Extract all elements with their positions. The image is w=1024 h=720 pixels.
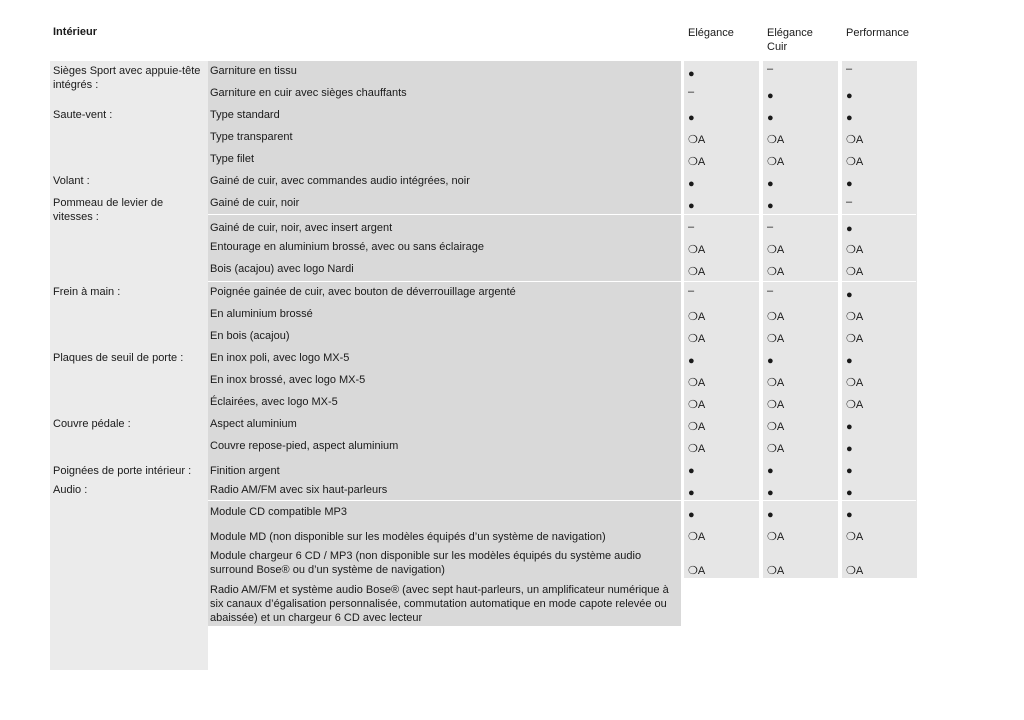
availability-mark: ❍A [688,244,706,256]
availability-mark: ❍A [767,377,785,389]
availability-mark: ❍A [767,134,785,146]
availability-mark: ❍A [767,333,785,345]
availability-mark: ● [767,178,774,190]
availability-mark: ❍A [767,266,785,278]
feature-label: En inox poli, avec logo MX-5 [210,352,350,364]
availability-mark: ● [767,355,774,367]
availability-mark: ● [846,178,853,190]
feature-label: En inox brossé, avec logo MX-5 [210,374,366,386]
availability-mark: ● [846,509,853,521]
column-header-elegance [688,26,734,40]
availability-mark: ● [688,68,695,80]
availability-mark: ❍A [846,266,864,278]
group-divider [208,500,916,501]
availability-mark: ● [846,112,853,124]
category-label: Frein à main : [53,286,121,298]
availability-mark: ❍A [767,156,785,168]
availability-mark: – [846,196,853,208]
availability-mark: ● [767,90,774,102]
category-label: Audio : [53,484,88,496]
feature-label: Radio AM/FM avec six haut-parleurs [210,484,388,496]
availability-mark: ❍A [846,156,864,168]
feature-label: Gainé de cuir, avec commandes audio intégrées, noir [210,175,470,187]
category-label: Saute-vent : [53,109,113,121]
feature-label: Module CD compatible MP3 [210,506,347,518]
availability-mark: ● [688,355,695,367]
feature-label: Aspect aluminium [210,418,297,430]
availability-mark: – [767,63,774,75]
feature-label: Module chargeur 6 CD / MP3 (non disponible sur les modèles équipés du système audio surround Bose® ou d’un système de navigation) [210,550,642,576]
availability-mark: ❍A [767,311,785,323]
availability-mark: ❍A [688,134,706,146]
feature-label: Entourage en aluminium brossé, avec ou sans éclairage [210,241,484,253]
availability-mark: ● [767,112,774,124]
availability-mark: – [688,86,695,98]
availability-mark: ❍A [688,156,706,168]
availability-mark: ● [846,90,853,102]
category-label: Pommeau de levier de vitesses : [53,197,164,223]
availability-mark: ● [767,200,774,212]
availability-mark: ● [767,465,774,477]
column-header-line: Elégance [767,27,813,39]
category-label: Sièges Sport avec appuie-tête intégrés : [53,65,201,91]
availability-mark: ❍A [846,333,864,345]
feature-label: Garniture en cuir avec sièges chauffants [210,87,407,99]
section-title: Intérieur [53,26,98,38]
group-divider [208,281,916,282]
availability-mark: ❍A [767,421,785,433]
availability-mark: ● [846,355,853,367]
availability-mark: ● [688,200,695,212]
availability-mark: ● [846,443,853,455]
availability-mark: ❍A [846,399,864,411]
feature-label: Garniture en tissu [210,65,297,77]
availability-mark: ❍A [767,443,785,455]
feature-label: Finition argent [210,465,280,477]
feature-label: En aluminium brossé [210,308,313,320]
availability-mark: ❍A [688,311,706,323]
feature-label: Type transparent [210,131,293,143]
availability-mark: ● [846,487,853,499]
feature-label: En bois (acajou) [210,330,290,342]
availability-mark: ❍A [767,531,785,543]
category-label: Plaques de seuil de porte : [53,352,184,364]
availability-mark: ❍A [688,377,706,389]
feature-label: Gainé de cuir, noir [210,197,300,209]
availability-mark: – [688,285,695,297]
availability-mark: ❍A [767,565,785,577]
availability-mark: ❍A [846,377,864,389]
feature-label: Radio AM/FM et système audio Bose® (avec sept haut-parleurs, un amplificateur numérique à six canaux d’égalisation personnalisée, commutation automatique en mode capote relevée ou abaissée) et un chargeur 6 CD avec lecteur [210,584,669,624]
feature-label: Type standard [210,109,280,121]
category-label: Poignées de porte intérieur : [53,465,192,477]
availability-mark: ● [688,112,695,124]
availability-mark: ● [846,223,853,235]
availability-mark: ❍A [846,244,864,256]
availability-mark: – [767,221,774,233]
category-label: Couvre pédale : [53,418,131,430]
category-column-background [50,61,208,670]
availability-mark: ❍A [688,443,706,455]
availability-mark: ● [688,465,695,477]
feature-label: Type filet [210,153,255,165]
group-divider [208,214,916,215]
availability-mark: ● [688,487,695,499]
column-header-line: Elégance [688,27,734,39]
feature-label: Couvre repose-pied, aspect aluminium [210,440,399,452]
availability-mark: ● [767,487,774,499]
availability-mark: ❍A [846,531,864,543]
feature-label: Module MD (non disponible sur les modèles équipés d’un système de navigation) [210,531,606,543]
column-header-line: Cuir [767,41,788,53]
availability-mark: ● [767,509,774,521]
column-header-elegance-cuir [767,26,813,54]
availability-mark: ● [846,421,853,433]
availability-mark: ● [846,465,853,477]
availability-mark: ● [688,509,695,521]
availability-mark: ● [688,178,695,190]
availability-mark: – [688,221,695,233]
availability-mark: ❍A [767,244,785,256]
availability-mark: ❍A [688,399,706,411]
availability-mark: ❍A [688,565,706,577]
availability-mark: ❍A [688,333,706,345]
availability-mark: ❍A [846,311,864,323]
availability-mark: ❍A [688,421,706,433]
availability-mark: ❍A [688,266,706,278]
feature-label: Poignée gainée de cuir, avec bouton de déverrouillage argenté [210,286,516,298]
availability-mark: ❍A [688,531,706,543]
column-header-line: Performance [846,27,909,39]
availability-mark: ❍A [767,399,785,411]
category-label: Volant : [53,175,90,187]
feature-label: Gainé de cuir, noir, avec insert argent [210,222,393,234]
availability-mark: ❍A [846,134,864,146]
availability-mark: – [846,63,853,75]
availability-mark: ❍A [846,565,864,577]
availability-mark: ● [846,289,853,301]
availability-mark: – [767,285,774,297]
feature-label: Éclairées, avec logo MX-5 [210,396,338,408]
column-header-performance [846,26,909,40]
feature-label: Bois (acajou) avec logo Nardi [210,263,354,275]
